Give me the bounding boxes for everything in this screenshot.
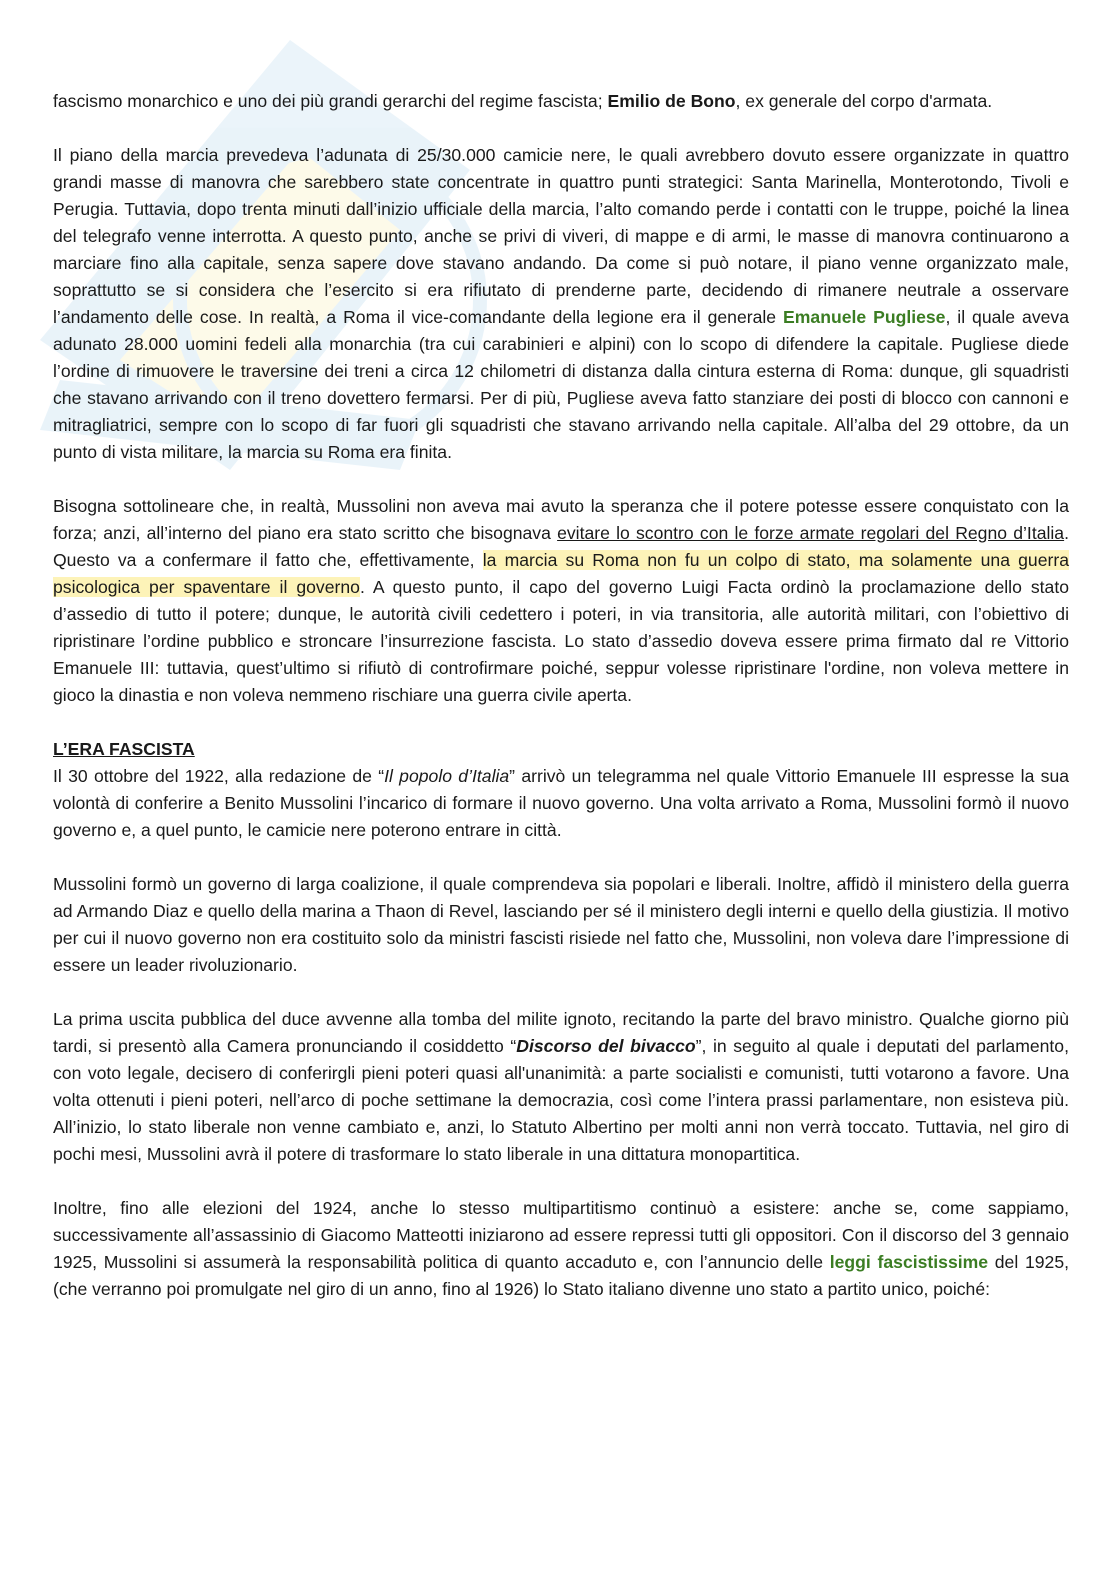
paragraph-gap [53, 709, 1069, 736]
paragraph-gap [53, 115, 1069, 142]
paragraph-1 [53, 88, 1069, 115]
paragraph-3 [53, 493, 1069, 709]
bold-name-de-bono: Emilio de Bono [607, 91, 736, 111]
green-name-pugliese: Emanuele Pugliese [783, 307, 946, 327]
bold-italic-term: Discorso del bivacco [516, 1036, 696, 1056]
document-page [53, 88, 1069, 1303]
text-run: ” arrivò un telegramma nel quale Vittorio Emanuele III espresse la sua volontà di conferire a Benito Mussolini l’incarico di formare il nuovo governo. Una volta arrivato a Roma, Mussolini formò il nuovo governo e, a quel punto, le camicie nere poterono entrare in città. [53, 766, 1070, 840]
highlighted-text: la marcia su Roma non fu un colpo di stato, ma solamente una guerra psicologica per spaventare il governo [53, 550, 1069, 597]
italic-title: Il popolo d’Italia [384, 766, 510, 786]
section-heading: L’ERA FASCISTA [53, 739, 195, 759]
paragraph-gap [53, 466, 1069, 493]
text-run: , ex generale del corpo d'armata. [735, 91, 993, 111]
text-run: La prima uscita pubblica del duce avvenne alla tomba del milite ignoto, recitando la parte del bravo ministro. Qualche giorno più tardi, si presentò alla Camera pronunciando il cosiddetto “ [53, 1009, 1069, 1056]
paragraph-2 [53, 142, 1069, 466]
green-term-leggi: leggi fascistissime [829, 1252, 989, 1272]
text-run: ”, in seguito al quale i deputati del parlamento, con voto legale, decisero di conferirgli pieni poteri quasi all'unanimità: a parte socialisti e comunisti, tutti votarono a favore. Una volta ottenuti i pieni poteri, nell’arco di poche settimane la democrazia, così come l’intera prassi parlamentare, non esisteva più. All’inizio, lo stato liberale non venne cambiato e, anzi, lo Statuto Albertino per molti anni non verrà toccato. Tuttavia, nel giro di pochi mesi, Mussolini avrà il potere di trasformare lo stato liberale in una dittatura monopartitica. [53, 1036, 1069, 1164]
text-run: del 1925, (che verranno poi promulgate nel giro di un anno, fino al 1926) lo Stato italiano divenne uno stato a partito unico, poiché: [53, 1252, 1069, 1299]
paragraph-6 [53, 1006, 1069, 1168]
text-run: , il quale aveva adunato 28.000 uomini fedeli alla monarchia (tra cui carabinieri e alpini) con lo scopo di difendere la capitale. Pugliese diede l’ordine di rimuovere le traversine dei treni a circa 12 chilometri di distanza dalla cintura esterna di Roma: dunque, gli squadristi che stavano arrivando con il treno dovettero fermarsi. Per di più, Pugliese aveva fatto stanziare dei posti di blocco con cannoni e mitragliatrici, sempre con lo scopo di far fuori gli squadristi che stavano arrivando nella capitale. All’alba del 29 ottobre, da un punto di vista militare, la marcia su Roma era finita. [53, 307, 1069, 462]
text-run: Bisogna sottolineare che, in realtà, Mussolini non aveva mai avuto la speranza che il potere potesse essere conquistato con la forza; anzi, all’interno del piano era stato scritto che bisognava [53, 496, 1069, 543]
paragraph-7 [53, 1195, 1069, 1303]
text-run: Il 30 ottobre del 1922, alla redazione de “ [53, 766, 385, 786]
text-run: Il piano della marcia prevedeva l’adunata di 25/30.000 camicie nere, le quali avrebbero dovuto essere organizzate in quattro grandi masse di manovra che sarebbero state concentrate in quattro punti strategici: Santa Marinella, Monterotondo, Tivoli e Perugia. Tuttavia, dopo trenta minuti dall’inizio ufficiale della marcia, l’alto comando perde i contatti con le truppe, poiché la linea del telegrafo venne interrotta. A questo punto, anche se privi di viveri, di mappe e di armi, le masse di manovra continuarono a marciare fino alla capitale, senza sapere dove stavano andando. Da come si può notare, il piano venne organizzato male, soprattutto se si considera che l’esercito si era rifiutato di prenderne parte, decidendo di rimanere neutrale a osservare l’andamento delle cose. In realtà, a Roma il vice-comandante della legione era il generale [53, 145, 1069, 327]
text-run: fascismo monarchico e uno dei più grandi gerarchi del regime fascista; [53, 91, 608, 111]
paragraph-5: Mussolini formò un governo di larga coalizione, il quale comprendeva sia popolari e liberali. Inoltre, affidò il ministero della guerra ad Armando Diaz e quello della marina a Thaon di Revel, lasciando per sé il ministero degli interni e quello della giustizia. Il motivo per cui il nuovo governo non era costituito solo da ministri fascisti risiede nel fatto che, Mussolini, non voleva dare l’impressione di essere un leader rivoluzionario. [53, 874, 1069, 975]
text-run: . A questo punto, il capo del governo Luigi Facta ordinò la proclamazione dello stato d’assedio di tutto il potere; dunque, le autorità civili cedettero i poteri, in via transitoria, alle autorità militari, con l’obiettivo di ripristinare l’ordine pubblico e stroncare l’insurrezione fascista. Lo stato d’assedio doveva essere prima firmato dal re Vittorio Emanuele III: tuttavia, quest’ultimo si rifiutò di controfirmare poiché, seppur volesse ripristinare l'ordine, non voleva mettere in gioco la dinastia e non voleva nemmeno rischiare una guerra civile aperta. [53, 577, 1070, 705]
paragraph-gap [53, 1168, 1069, 1195]
text-run: . Questo va a confermare il fatto che, effettivamente, [53, 523, 1069, 570]
paragraph-gap [53, 844, 1069, 871]
paragraph-4 [53, 763, 1069, 844]
text-run: Inoltre, fino alle elezioni del 1924, anche lo stesso multipartitismo continuò a esistere: anche se, come sappiamo, successivamente all’assassinio di Giacomo Matteotti iniziarono ad essere repressi tutti gli oppositori. Con il discorso del 3 gennaio 1925, Mussolini si assumerà la responsabilità politica di quanto accaduto e, con l’annuncio delle [53, 1198, 1069, 1272]
paragraph-gap [53, 979, 1069, 1006]
underlined-text: evitare lo scontro con le forze armate regolari del Regno d’Italia [557, 523, 1065, 543]
